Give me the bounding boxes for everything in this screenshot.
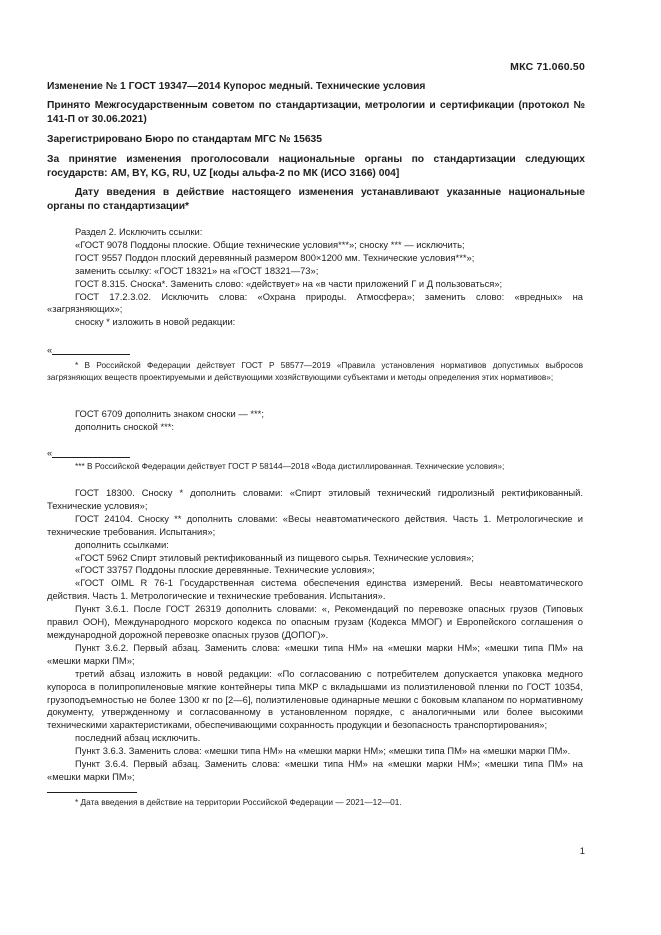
paragraph: «ГОСТ OIML R 76-1 Государственная система обеспечения единства измерений. Весы неавтоматического действия. Часть 1. Метрологические и технические требования. Испытания». [47,577,583,602]
paragraph: дополнить сноской ***: [75,420,175,432]
amendment-title: Изменение № 1 ГОСТ 19347—2014 Купорос медный. Технические условия [47,81,426,92]
effective-date-statement: Дату введения в действие настоящего изменения устанавливают указанные национальные органы по стандартизации* [47,187,585,212]
paragraph: ГОСТ 24104. Сноску ** дополнить словами: «Весы неавтоматического действия. Часть 1. Метрологические и технические требования. Испытания»; [47,512,583,537]
paragraph: Пункт 3.6.3. Заменить слова: «мешки типа НМ» на «мешки марки НМ»; «мешки типа ПМ» на «мешки марки ПМ». [75,745,571,757]
section-references-1 [47,226,583,329]
paragraph: Пункт 3.6.4. Первый абзац. Заменить слова: «мешки типа НМ» на «мешки марки НМ»; «мешки типа ПМ» на «мешки марки ПМ»; [47,758,583,782]
paragraph: Пункт 3.6.2. Первый абзац. Заменить слова: «мешки типа НМ» на «мешки марки НМ»; «мешки типа ПМ» на «мешки марки ПМ»; [47,641,583,666]
quote-mark: « [47,447,53,458]
paragraph: ГОСТ 17.2.3.02. Исключить слова: «Охрана природы. Атмосфера»; заменить слово: «вредных» на «загрязняющих»; [47,290,583,315]
main-footnote [47,792,583,809]
paragraph: последний абзац исключить. [75,732,201,744]
paragraph: Пункт 3.6.1. После ГОСТ 26319 дополнить словами: «, Рекомендаций по перевозке опасных грузов (Типовых правил ООН), Международного морского кодекса по опасным грузам (Кодекса ММОГ) и Европейского соглашения о международной дорожной перевозке опасных грузов (ДОПОГ)». [47,603,583,640]
paragraph: «ГОСТ 9078 Поддоны плоские. Общие технические условия***»; сноску *** — исключить; [75,238,465,250]
accepted-statement: Принято Межгосударственным советом по стандартизации, метрологии и сертификации (протокол № 141-П от 30.06.2021) [47,100,585,125]
paragraph: дополнить ссылками: [75,538,169,550]
registration-statement: Зарегистрировано Бюро по стандартам МГС № 15635 [47,134,323,145]
section-references-2 [47,408,583,434]
paragraph: сноску * изложить в новой редакции: [75,316,236,328]
voting-statement: За принятие изменения проголосовали национальные органы по стандартизации следующих государств: AM, BY, KG, RU, UZ [коды альфа-2 по МК (ИСО 3166) 004] [47,154,585,179]
paragraph: ГОСТ 9557 Поддон плоский деревянный размером 800×1200 мм. Технические условия***»; [75,251,475,263]
paragraph: заменить ссылку: «ГОСТ 18321» на «ГОСТ 18321—73»; [75,264,319,276]
footnote-text: * В Российской Федерации действует ГОСТ Р 58577—2019 «Правила установления нормативов допустимых выбросов загрязняющих веществ проектируемыми и действующими хозяйствующими субъектами и методы определения этих нормативов»; [47,359,583,382]
footnote-rule [52,457,130,458]
page-number: 1 [579,845,585,856]
classification-code: МКС 71.060.50 [510,61,585,73]
paragraph: Раздел 2. Исключить ссылки: [75,226,203,237]
quote-mark: « [47,344,53,355]
paragraph: ГОСТ 6709 дополнить знаком сноски — ***; [75,408,264,419]
paragraph: ГОСТ 8.315. Сноска*. Заменить слово: «действует» на «в части приложений Г и Д пользоваться»; [75,277,503,289]
paragraph: «ГОСТ 33757 Поддоны плоские деревянные. Технические условия»; [75,564,375,576]
paragraph: третий абзац изложить в новой редакции: «По согласованию с потребителем допускается упаковка медного купороса в полипропиленовые мягкие контейнеры типа МКР с вкладышами из полиэтиленовой пленки по ГОСТ 10354, грузоподъемностью не более 1300 кг по [2—6], полиэтиленовые одинарные мешки с боковым клапаном по нормативному документу, утвержденному и согласованному в установленном порядке, с аналогичными или более высокими техническими характеристиками, обеспечивающими сохранность продукции и безопасность транспортирования»; [47,667,583,731]
footnote-rule [52,354,130,355]
footnote-rule [47,792,137,793]
footnote-block-1 [47,344,583,383]
footnote-block-2 [47,447,583,473]
paragraph: «ГОСТ 5962 Спирт этиловый ректификованный из пищевого сырья. Технические условия»; [75,551,474,563]
footnote-text: *** В Российской Федерации действует ГОСТ Р 58144—2018 «Вода дистиллированная. Технические условия»; [75,460,505,471]
footnote-text: * Дата введения в действие на территории Российской Федерации — 2021—12—01. [75,797,402,807]
section-amendments [47,487,583,784]
paragraph: ГОСТ 18300. Сноску * дополнить словами: «Спирт этиловый технический гидролизный ректификованный. Технические условия»; [47,487,583,511]
